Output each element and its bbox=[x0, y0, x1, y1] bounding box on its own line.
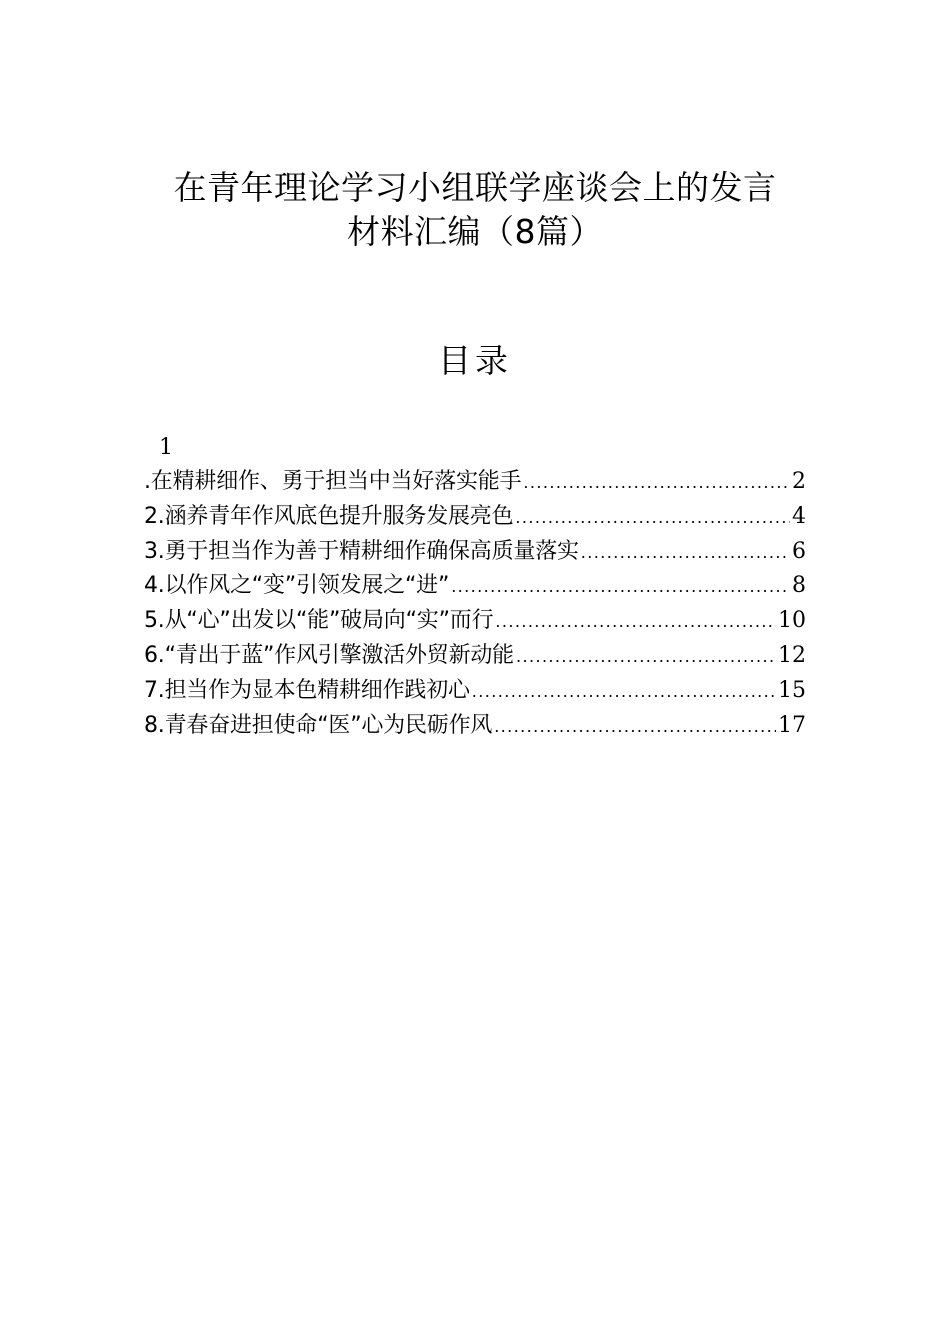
toc-entry-page: 17 bbox=[778, 712, 806, 738]
toc-entry-page: 2 bbox=[792, 469, 806, 494]
toc-entry-8[interactable] bbox=[144, 709, 806, 744]
toc-entry-label: 8.青春奋进担使命“医”心为民砺作风 bbox=[144, 712, 493, 738]
toc-entry-3[interactable] bbox=[144, 535, 806, 570]
toc-dot-leader bbox=[451, 570, 790, 605]
toc-dot-leader bbox=[515, 501, 790, 536]
toc-entry-page: 6 bbox=[792, 538, 806, 564]
toc-entry-label: .在精耕细作、勇于担当中当好落实能手 bbox=[144, 469, 522, 494]
toc-entry-label: 7.担当作为显本色精耕细作践初心 bbox=[144, 677, 470, 703]
document-title-line-2: 材料汇编（8篇） bbox=[347, 212, 603, 251]
toc-dot-leader bbox=[523, 466, 790, 501]
toc-entry-page: 12 bbox=[778, 642, 806, 668]
toc-dot-leader bbox=[494, 710, 776, 745]
toc-dot-leader bbox=[495, 605, 776, 640]
toc-entry-label: 4.以作风之“变”引领发展之“进” bbox=[144, 573, 450, 599]
toc-entry-1-number: 1 bbox=[159, 435, 173, 460]
toc-entry-7[interactable] bbox=[144, 674, 806, 709]
document-title-line-1: 在青年理论学习小组联学座谈会上的发言 bbox=[173, 168, 777, 207]
toc-entry-label: 2.涵养青年作风底色提升服务发展亮色 bbox=[144, 503, 514, 529]
toc-entry-label: 3.勇于担当作为善于精耕细作确保高质量落实 bbox=[144, 538, 579, 564]
toc-entry-label: 5.从“心”出发以“能”破局向“实”而行 bbox=[144, 608, 494, 634]
toc-dot-leader bbox=[472, 675, 776, 710]
toc-dot-leader bbox=[581, 536, 790, 571]
toc-entry-page: 10 bbox=[778, 608, 806, 634]
toc-heading: 目录 bbox=[438, 341, 512, 380]
table-of-contents bbox=[144, 431, 806, 743]
toc-entry-label: 6.“青出于蓝”作风引擎激活外贸新动能 bbox=[144, 642, 514, 668]
toc-entry-1[interactable] bbox=[144, 465, 806, 500]
toc-dot-leader bbox=[516, 640, 776, 675]
toc-entry-page: 15 bbox=[778, 677, 806, 703]
toc-entry-page: 4 bbox=[792, 503, 806, 529]
toc-entry-5[interactable] bbox=[144, 604, 806, 639]
toc-entry-page: 8 bbox=[792, 573, 806, 599]
toc-entry-2[interactable] bbox=[144, 500, 806, 535]
toc-entry-6[interactable] bbox=[144, 639, 806, 674]
toc-entry-4[interactable] bbox=[144, 569, 806, 604]
